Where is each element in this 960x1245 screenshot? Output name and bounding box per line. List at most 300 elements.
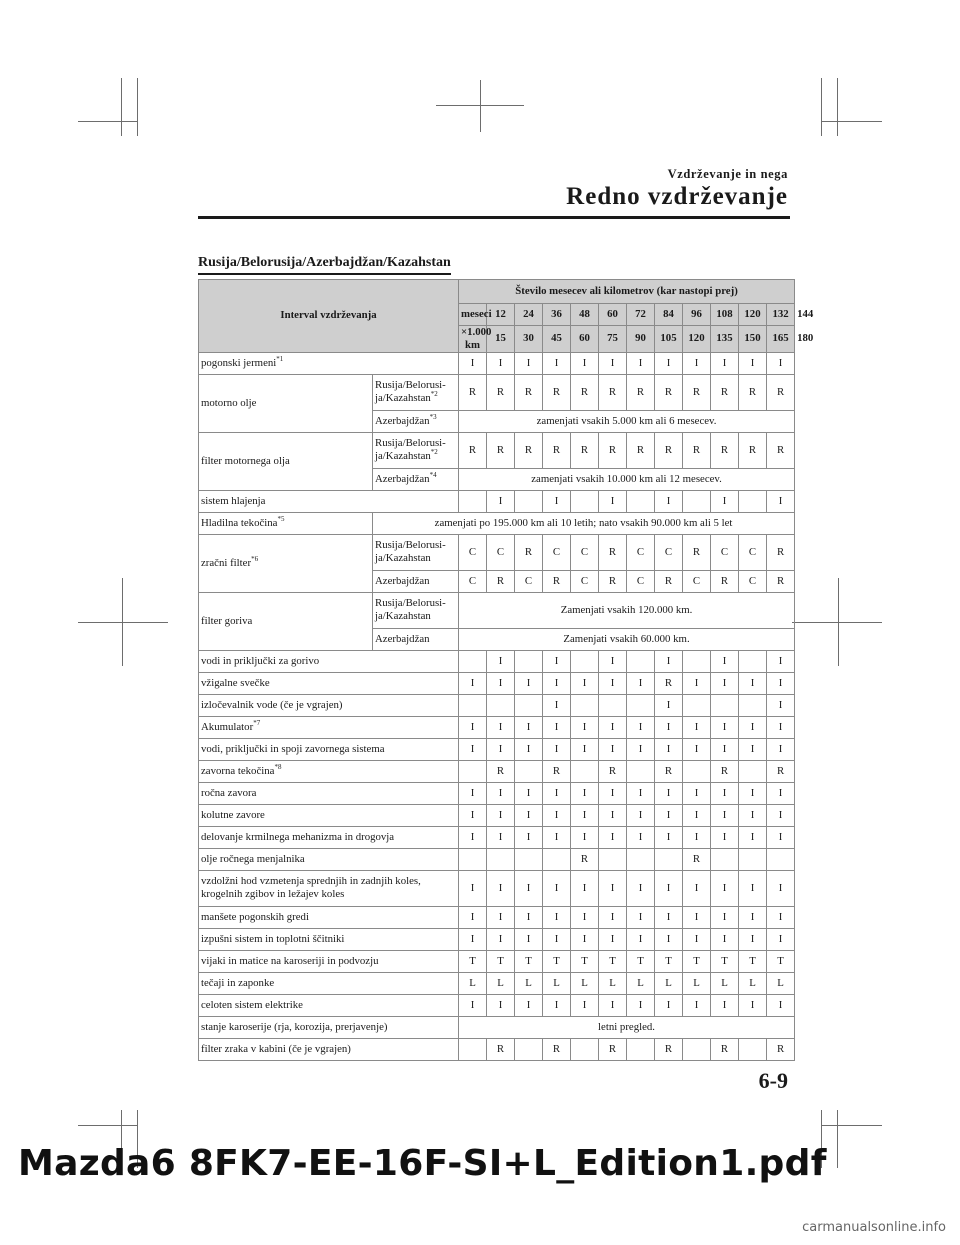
- schedule-cell-text: I: [722, 881, 727, 894]
- schedule-cell: [571, 950, 599, 972]
- schedule-cell: [515, 972, 543, 994]
- months-label-text: meseci: [461, 308, 492, 321]
- schedule-cell-text: C: [636, 574, 645, 587]
- schedule-cell-text: I: [694, 808, 699, 821]
- schedule-cell: [627, 650, 655, 672]
- section-title: Rusija/Belorusija/Azerbajdžan/Kazahstan: [198, 255, 451, 275]
- schedule-cell-text: I: [554, 910, 559, 923]
- span-note-text: Zamenjati vsakih 60.000 km.: [563, 632, 690, 645]
- schedule-cell: [655, 928, 683, 950]
- schedule-cell-text: I: [722, 932, 727, 945]
- months-cell: [571, 304, 599, 326]
- schedule-cell-text: L: [777, 976, 784, 989]
- region-label: [373, 432, 459, 468]
- schedule-cell: [515, 490, 543, 512]
- table-row: [199, 870, 795, 906]
- schedule-cell: [459, 570, 487, 592]
- schedule-cell: [599, 352, 627, 374]
- schedule-cell-text: I: [470, 910, 475, 923]
- schedule-cell: [515, 760, 543, 782]
- schedule-cell-text: L: [525, 976, 532, 989]
- schedule-cell: [459, 804, 487, 826]
- span-note: [459, 468, 795, 490]
- item-label-text: stanje karoserije (rja, korozija, prerjavenje): [201, 1020, 388, 1033]
- months-cell: [711, 304, 739, 326]
- schedule-cell: [571, 374, 599, 410]
- schedule-cell-text: I: [582, 742, 587, 755]
- schedule-cell: [627, 694, 655, 716]
- schedule-cell: [683, 994, 711, 1016]
- schedule-cell: [627, 570, 655, 592]
- schedule-cell: [543, 972, 571, 994]
- schedule-cell-text: I: [722, 676, 727, 689]
- months-cell: [767, 304, 795, 326]
- table-row: [199, 490, 795, 512]
- schedule-cell-text: I: [638, 998, 643, 1011]
- interval-header-text: Interval vzdrževanja: [280, 309, 377, 322]
- item-label-text: ročna zavora: [201, 786, 257, 799]
- schedule-cell: [767, 694, 795, 716]
- schedule-cell-text: I: [470, 998, 475, 1011]
- schedule-cell: [515, 928, 543, 950]
- schedule-cell-text: C: [468, 545, 477, 558]
- schedule-cell: [543, 994, 571, 1016]
- schedule-cell-text: I: [638, 932, 643, 945]
- footer-filename: Mazda6 8FK7-EE-16F-SI+L_Edition1.pdf: [18, 1143, 827, 1184]
- item-label: [199, 352, 459, 374]
- schedule-cell: [571, 906, 599, 928]
- schedule-cell: [599, 994, 627, 1016]
- schedule-cell-text: R: [496, 574, 505, 587]
- schedule-cell-text: T: [469, 954, 476, 967]
- footnote-ref: *2: [430, 448, 438, 457]
- schedule-cell: [767, 374, 795, 410]
- km-cell-text: 135: [716, 332, 733, 345]
- schedule-cell: [711, 928, 739, 950]
- schedule-cell-text: I: [722, 720, 727, 733]
- schedule-cell: [515, 826, 543, 848]
- item-label-text: filter zraka v kabini (če je vgrajen): [201, 1042, 351, 1055]
- schedule-cell-text: R: [608, 574, 617, 587]
- schedule-cell: [599, 1038, 627, 1060]
- schedule-cell-text: I: [694, 998, 699, 1011]
- schedule-cell-text: I: [778, 676, 783, 689]
- table-row: [199, 280, 795, 304]
- table-row: [199, 738, 795, 760]
- schedule-cell: [767, 352, 795, 374]
- schedule-cell: [543, 490, 571, 512]
- schedule-cell: [683, 432, 711, 468]
- schedule-cell-text: I: [526, 742, 531, 755]
- months-cell: [543, 304, 571, 326]
- schedule-cell-text: L: [497, 976, 504, 989]
- schedule-cell-text: R: [468, 385, 477, 398]
- item-label: [199, 950, 459, 972]
- schedule-cell-text: I: [554, 676, 559, 689]
- schedule-cell-text: I: [610, 720, 615, 733]
- schedule-cell-text: I: [554, 494, 559, 507]
- schedule-cell: [683, 1038, 711, 1060]
- schedule-cell: [711, 570, 739, 592]
- months-cell-text: 36: [551, 308, 562, 321]
- schedule-cell: [655, 352, 683, 374]
- schedule-cell: [627, 672, 655, 694]
- schedule-cell-text: I: [498, 742, 503, 755]
- schedule-cell: [767, 804, 795, 826]
- footnote-ref: *4: [429, 470, 437, 479]
- schedule-cell: [767, 972, 795, 994]
- schedule-cell: [571, 352, 599, 374]
- schedule-cell: [655, 994, 683, 1016]
- schedule-cell: [683, 650, 711, 672]
- months-cell-text: 144: [797, 308, 814, 321]
- schedule-cell: [711, 490, 739, 512]
- schedule-cell: [655, 760, 683, 782]
- schedule-cell-text: R: [552, 385, 561, 398]
- schedule-cell: [739, 994, 767, 1016]
- schedule-cell: [515, 374, 543, 410]
- schedule-cell-text: I: [666, 698, 671, 711]
- schedule-cell-text: R: [608, 545, 617, 558]
- schedule-cell-text: I: [582, 676, 587, 689]
- schedule-cell: [739, 760, 767, 782]
- schedule-cell: [487, 1038, 515, 1060]
- schedule-cell-text: I: [498, 494, 503, 507]
- item-label-text: tečaji in zaponke: [201, 976, 275, 989]
- km-cell-text: 105: [660, 332, 677, 345]
- schedule-cell-text: I: [750, 932, 755, 945]
- schedule-cell: [459, 650, 487, 672]
- schedule-cell: [543, 848, 571, 870]
- span-note-text: zamenjati po 195.000 km ali 10 letih; nato vsakih 90.000 km ali 5 let: [434, 516, 733, 529]
- schedule-cell-text: R: [776, 764, 785, 777]
- schedule-cell: [739, 432, 767, 468]
- schedule-cell-text: I: [750, 742, 755, 755]
- schedule-cell: [683, 972, 711, 994]
- km-cell-text: 30: [523, 332, 534, 345]
- item-label-text: vzdolžni hod vzmetenja sprednjih in zadnjih koles, krogelnih zgibov in ležajev koles: [201, 875, 421, 901]
- schedule-cell-text: I: [694, 786, 699, 799]
- schedule-cell: [627, 760, 655, 782]
- schedule-cell-text: R: [692, 443, 701, 456]
- schedule-cell: [767, 848, 795, 870]
- schedule-cell-text: R: [664, 443, 673, 456]
- schedule-cell: [571, 1038, 599, 1060]
- span-note: [373, 512, 795, 534]
- schedule-cell: [683, 950, 711, 972]
- schedule-cell-text: I: [638, 910, 643, 923]
- schedule-cell-text: C: [496, 545, 505, 558]
- schedule-cell-text: C: [524, 574, 533, 587]
- schedule-cell-text: L: [581, 976, 588, 989]
- schedule-cell: [655, 490, 683, 512]
- schedule-cell-text: I: [666, 654, 671, 667]
- schedule-cell-text: I: [498, 932, 503, 945]
- schedule-cell-text: L: [749, 976, 756, 989]
- schedule-cell-text: I: [526, 786, 531, 799]
- item-label-text: pogonski jermeni: [201, 356, 277, 369]
- schedule-cell: [571, 432, 599, 468]
- schedule-cell: [767, 432, 795, 468]
- schedule-cell-text: R: [608, 385, 617, 398]
- maintenance-schedule-table: [198, 279, 814, 1061]
- schedule-cell: [543, 352, 571, 374]
- schedule-cell-text: I: [666, 786, 671, 799]
- schedule-cell: [599, 570, 627, 592]
- schedule-cell: [767, 928, 795, 950]
- schedule-cell: [711, 534, 739, 570]
- schedule-cell-text: I: [638, 676, 643, 689]
- schedule-cell-text: I: [694, 830, 699, 843]
- schedule-cell: [487, 782, 515, 804]
- interval-header: [199, 280, 459, 353]
- schedule-cell-text: I: [526, 356, 531, 369]
- schedule-cell: [571, 650, 599, 672]
- schedule-cell: [459, 534, 487, 570]
- schedule-cell: [627, 848, 655, 870]
- schedule-cell-text: I: [778, 786, 783, 799]
- item-label-text: zračni filter: [201, 556, 252, 569]
- span-note: [459, 1016, 795, 1038]
- schedule-cell: [571, 870, 599, 906]
- schedule-cell: [767, 1038, 795, 1060]
- region-label: [373, 468, 459, 490]
- region-label-text: Azerbajdžan: [375, 472, 430, 485]
- schedule-cell: [459, 490, 487, 512]
- schedule-cell: [599, 972, 627, 994]
- schedule-cell: [767, 650, 795, 672]
- schedule-cell-text: I: [722, 830, 727, 843]
- item-label: [199, 694, 459, 716]
- item-label-text: vžigalne svečke: [201, 676, 270, 689]
- schedule-cell: [459, 694, 487, 716]
- schedule-cell: [739, 1038, 767, 1060]
- schedule-cell-text: L: [721, 976, 728, 989]
- schedule-cell: [739, 738, 767, 760]
- schedule-cell-text: I: [778, 910, 783, 923]
- schedule-cell-text: I: [554, 698, 559, 711]
- schedule-cell-text: L: [609, 976, 616, 989]
- item-label-text: filter goriva: [201, 614, 253, 627]
- schedule-cell: [711, 950, 739, 972]
- schedule-cell: [487, 716, 515, 738]
- schedule-cell-text: C: [468, 574, 477, 587]
- schedule-cell: [739, 782, 767, 804]
- schedule-cell-text: I: [778, 742, 783, 755]
- schedule-cell-text: I: [778, 356, 783, 369]
- schedule-cell-text: I: [470, 720, 475, 733]
- schedule-cell-text: T: [721, 954, 728, 967]
- schedule-cell-text: I: [498, 998, 503, 1011]
- schedule-cell: [711, 374, 739, 410]
- span-note-text: Zamenjati vsakih 120.000 km.: [560, 603, 693, 616]
- schedule-cell-text: I: [582, 910, 587, 923]
- schedule-cell: [683, 928, 711, 950]
- schedule-cell-text: I: [470, 786, 475, 799]
- footnote-ref: *1: [276, 354, 284, 363]
- schedule-cell: [739, 650, 767, 672]
- schedule-cell-text: I: [610, 881, 615, 894]
- schedule-cell-text: I: [750, 910, 755, 923]
- table-row: [199, 994, 795, 1016]
- schedule-cell-text: I: [778, 808, 783, 821]
- schedule-cell-text: R: [748, 385, 757, 398]
- schedule-cell-text: I: [778, 654, 783, 667]
- period-header-text: Število mesecev ali kilometrov (kar nastopi prej): [515, 285, 738, 298]
- schedule-cell: [627, 432, 655, 468]
- schedule-cell-text: I: [526, 720, 531, 733]
- schedule-cell: [767, 870, 795, 906]
- km-cell-text: 150: [744, 332, 761, 345]
- schedule-cell: [543, 1038, 571, 1060]
- km-cell-text: 165: [772, 332, 789, 345]
- schedule-cell-text: I: [470, 356, 475, 369]
- schedule-cell-text: I: [610, 676, 615, 689]
- schedule-cell: [683, 760, 711, 782]
- table-row: [199, 760, 795, 782]
- schedule-cell: [543, 374, 571, 410]
- header-rule: [198, 216, 790, 219]
- schedule-cell: [459, 374, 487, 410]
- months-cell-text: 24: [523, 308, 534, 321]
- schedule-cell-text: R: [496, 1042, 505, 1055]
- item-label: [199, 738, 459, 760]
- schedule-cell-text: I: [638, 356, 643, 369]
- schedule-cell-text: I: [778, 932, 783, 945]
- schedule-cell: [711, 906, 739, 928]
- schedule-cell: [487, 848, 515, 870]
- schedule-cell: [599, 694, 627, 716]
- table-row: [199, 1016, 795, 1038]
- schedule-cell: [655, 906, 683, 928]
- schedule-cell-text: I: [750, 676, 755, 689]
- schedule-cell: [543, 650, 571, 672]
- km-cell-text: 60: [579, 332, 590, 345]
- schedule-cell: [627, 804, 655, 826]
- schedule-cell: [627, 716, 655, 738]
- schedule-cell: [571, 738, 599, 760]
- schedule-cell: [739, 694, 767, 716]
- km-cell-text: 75: [607, 332, 618, 345]
- region-label: [373, 534, 459, 570]
- km-cell: [655, 326, 683, 353]
- schedule-cell: [739, 870, 767, 906]
- page-title: Redno vzdrževanje: [566, 183, 788, 210]
- schedule-cell: [739, 928, 767, 950]
- schedule-cell: [599, 826, 627, 848]
- schedule-cell: [683, 906, 711, 928]
- schedule-cell: [655, 534, 683, 570]
- schedule-cell: [739, 534, 767, 570]
- schedule-cell: [627, 1038, 655, 1060]
- schedule-cell-text: R: [748, 443, 757, 456]
- watermark: carmanualsonline.info: [802, 1220, 946, 1235]
- schedule-cell-text: I: [750, 720, 755, 733]
- schedule-cell: [459, 716, 487, 738]
- schedule-cell-text: R: [608, 1042, 617, 1055]
- schedule-cell-text: I: [694, 720, 699, 733]
- schedule-cell: [767, 906, 795, 928]
- schedule-cell-text: I: [554, 881, 559, 894]
- schedule-cell-text: R: [552, 443, 561, 456]
- schedule-cell: [711, 672, 739, 694]
- schedule-cell-text: R: [524, 385, 533, 398]
- schedule-cell-text: I: [778, 998, 783, 1011]
- item-label-text: vodi, priključki in spoji zavornega sistema: [201, 742, 385, 755]
- schedule-cell-text: I: [666, 830, 671, 843]
- km-cell-text: 180: [797, 332, 814, 345]
- schedule-cell: [683, 352, 711, 374]
- schedule-cell-text: I: [722, 356, 727, 369]
- schedule-cell-text: I: [498, 720, 503, 733]
- schedule-cell-text: R: [720, 443, 729, 456]
- span-note-text: zamenjati vsakih 10.000 km ali 12 mesecev.: [531, 472, 722, 485]
- schedule-cell-text: T: [497, 954, 504, 967]
- region-label-text: Rusija/Belorusi-ja/Kazahstan: [375, 437, 446, 463]
- item-label: [199, 760, 459, 782]
- schedule-cell-text: R: [608, 443, 617, 456]
- schedule-cell: [459, 950, 487, 972]
- schedule-cell: [655, 848, 683, 870]
- footnote-ref: *6: [251, 554, 259, 563]
- item-label-text: motorno olje: [201, 396, 257, 409]
- schedule-cell-text: I: [750, 356, 755, 369]
- table-row: [199, 512, 795, 534]
- schedule-cell-text: I: [498, 830, 503, 843]
- schedule-cell-text: T: [749, 954, 756, 967]
- schedule-cell: [655, 650, 683, 672]
- schedule-cell: [599, 650, 627, 672]
- months-cell-text: 12: [495, 308, 506, 321]
- schedule-cell: [683, 672, 711, 694]
- schedule-cell: [711, 716, 739, 738]
- schedule-cell-text: R: [636, 443, 645, 456]
- schedule-cell-text: I: [470, 742, 475, 755]
- schedule-cell: [515, 738, 543, 760]
- schedule-cell-text: I: [554, 356, 559, 369]
- item-label: [199, 592, 373, 650]
- schedule-cell-text: T: [553, 954, 560, 967]
- schedule-cell-text: T: [777, 954, 784, 967]
- schedule-cell: [543, 906, 571, 928]
- schedule-cell-text: I: [498, 910, 503, 923]
- schedule-cell: [515, 804, 543, 826]
- schedule-cell-text: I: [610, 494, 615, 507]
- schedule-cell-text: R: [664, 385, 673, 398]
- schedule-cell: [655, 570, 683, 592]
- schedule-cell-text: I: [666, 808, 671, 821]
- schedule-cell: [599, 374, 627, 410]
- months-cell: [627, 304, 655, 326]
- schedule-cell-text: C: [580, 574, 589, 587]
- schedule-cell-text: R: [776, 385, 785, 398]
- schedule-cell: [683, 826, 711, 848]
- schedule-cell-text: I: [694, 742, 699, 755]
- item-label: [199, 928, 459, 950]
- months-cell-text: 48: [579, 308, 590, 321]
- schedule-cell: [627, 950, 655, 972]
- schedule-cell: [767, 738, 795, 760]
- schedule-cell: [627, 782, 655, 804]
- table-row: [199, 672, 795, 694]
- table-row: [199, 782, 795, 804]
- schedule-cell-text: I: [610, 654, 615, 667]
- months-label: [459, 304, 492, 326]
- schedule-cell-text: I: [554, 932, 559, 945]
- schedule-cell: [487, 870, 515, 906]
- km-cell-text: 15: [495, 332, 506, 345]
- km-label: [459, 326, 492, 353]
